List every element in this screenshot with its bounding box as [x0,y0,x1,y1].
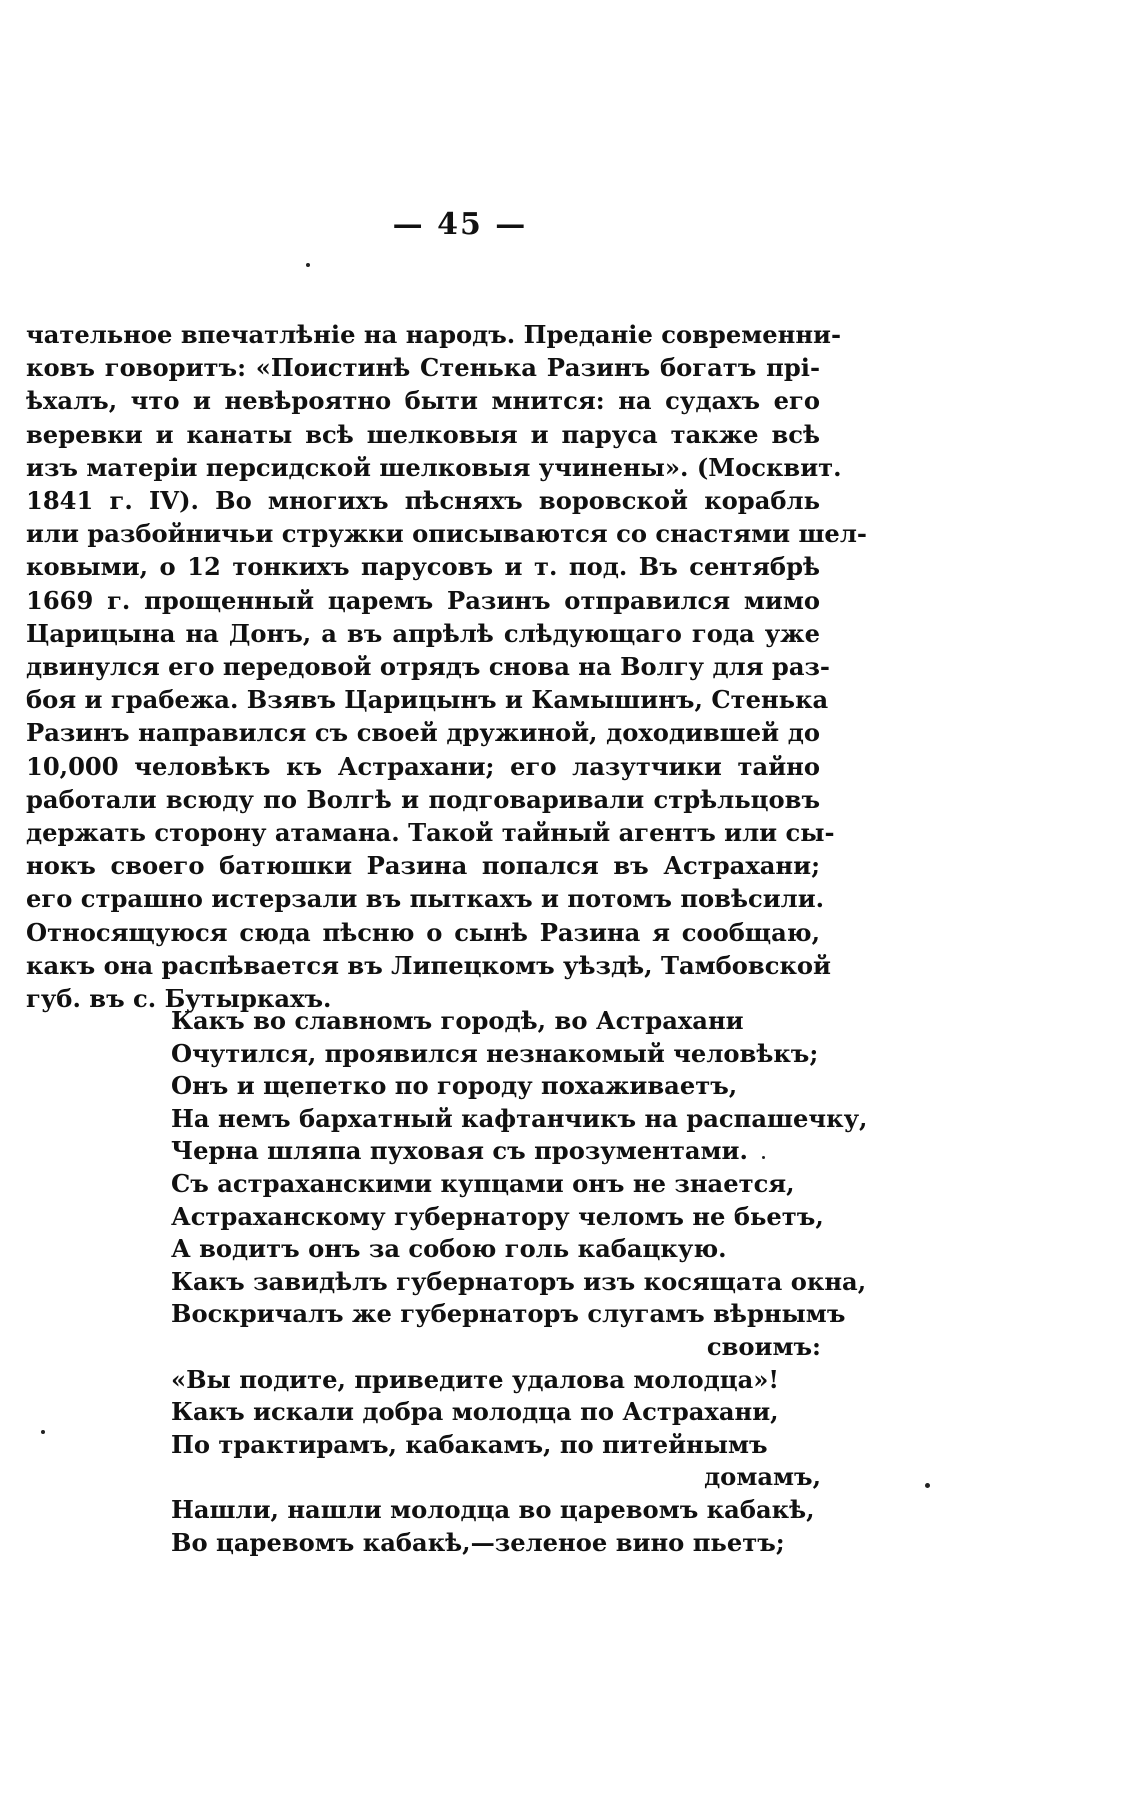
prose-line: веревки и канаты всѣ шелковыя и паруса также всѣ [26,419,820,449]
verse-line: Нашли, нашли молодца во царевомъ кабакѣ, [171,1494,815,1524]
prose-line: держать сторону атамана. Такой тайный агентъ или сы- [26,818,835,848]
prose-line: Разинъ направился съ своей дружиной, доходившей до [26,718,820,748]
verse-line: Какъ искали добра молодца по Астрахани, [171,1397,779,1427]
verse-line: Воскричалъ же губернаторъ слугамъ вѣрнымъ [171,1299,846,1329]
prose-line: ковыми, о 12 тонкихъ парусовъ и т. под. Въ сентябрѣ [26,552,820,582]
prose-line: чательное впечатлѣніе на народъ. Преданіе современни- [26,320,842,349]
prose-line: изъ матеріи персидской шелковыя учинены». (Москвит. [26,452,842,482]
verse-line-continuation: домамъ, [704,1462,821,1492]
prose-line: ѣхалъ, что и невѣроятно быти мнится: на судахъ его [26,386,820,416]
prose-line: какъ она распѣвается въ Липецкомъ уѣздѣ, Тамбовской [26,950,831,980]
verse-line: Черна шляпа пуховая съ прозументами. [171,1136,748,1166]
prose-line: работали всюду по Волгѣ и подговаривали стрѣльцовъ [26,784,820,814]
page-number: — 45 — [392,207,528,242]
verse-line: Астраханскому губернатору челомъ не бьетъ, [171,1201,824,1231]
verse-line: А водитъ онъ за собою голь кабацкую. [171,1234,727,1264]
prose-line: 10,000 человѣкъ къ Астрахани; его лазутчики тайно [26,751,820,781]
prose-line: его страшно истерзали въ пыткахъ и потомъ повѣсили. [26,884,825,914]
verse-line: Съ астраханскими купцами онъ не знается, [171,1168,795,1198]
verse-line: Какъ во славномъ городѣ, во Астрахани [171,1006,744,1035]
prose-line: двинулся его передовой отрядъ снова на Волгу для раз- [26,652,830,682]
print-speck [762,1156,765,1159]
prose-line: нокъ своего батюшки Разина попался въ Астрахани; [26,851,820,881]
prose-line: Царицына на Донъ, а въ апрѣлѣ слѣдующаго года уже [26,618,820,648]
prose-line: губ. въ с. Бутыркахъ. [26,984,332,1014]
prose-line: 1669 г. прощенный царемъ Разинъ отправился мимо [26,585,820,615]
prose-line: ковъ говоритъ: «Поистинѣ Стенька Разинъ богатъ прі- [26,353,820,383]
print-speck [925,1483,930,1488]
verse-line: Очутился, проявился незнакомый человѣкъ; [171,1038,819,1068]
print-speck [306,263,310,267]
verse-line: «Вы подите, приведите удалова молодца»! [171,1364,780,1394]
verse-line: Во царевомъ кабакѣ,—зеленое вино пьетъ; [171,1527,785,1557]
prose-line: Относящуюся сюда пѣсню о сынѣ Разина я сообщаю, [26,917,820,947]
verse-line-continuation: своимъ: [706,1331,821,1361]
song-verse [171,1005,868,1559]
prose-line: боя и грабежа. Взявъ Царицынъ и Камышинъ, Стенька [26,685,829,715]
prose-line: или разбойничьи стружки описываются со снастями шел- [26,519,867,549]
verse-line: По трактирамъ, кабакамъ, по питейнымъ [171,1429,768,1459]
print-speck [41,1430,45,1434]
verse-line: Онъ и щепетко по городу похаживаетъ, [171,1071,738,1101]
verse-line: На немъ бархатный кафтанчикъ на распашечку, [171,1103,868,1133]
prose-line: 1841 г. IV). Во многихъ пѣсняхъ воровской корабль [26,486,820,516]
prose-block [26,318,867,1015]
verse-line: Какъ завидѣлъ губернаторъ изъ косящата окна, [171,1266,867,1296]
